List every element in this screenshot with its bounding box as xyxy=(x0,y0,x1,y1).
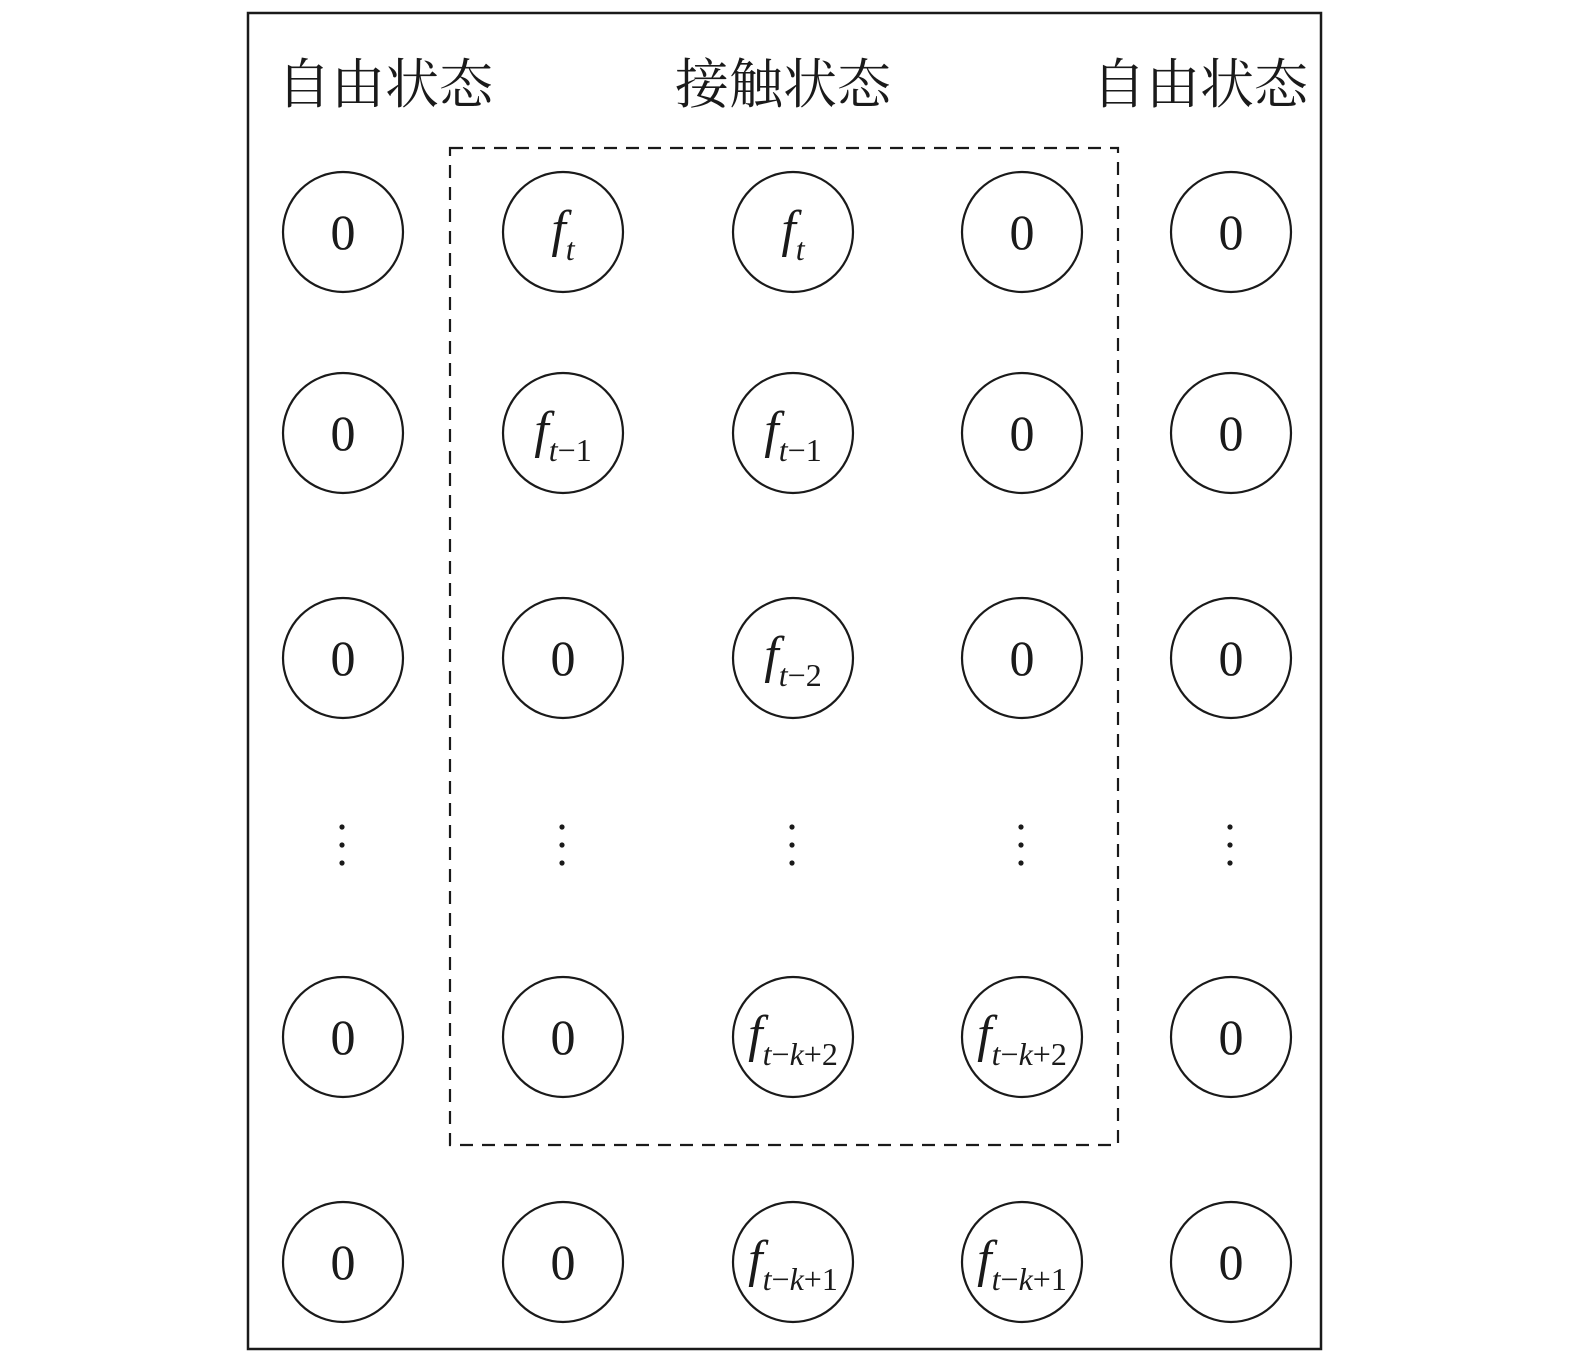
node-value: 0 xyxy=(330,1009,356,1065)
node-zero xyxy=(1171,1202,1291,1322)
vertical-ellipsis xyxy=(559,824,564,865)
node-force xyxy=(733,172,853,292)
node-force xyxy=(503,373,623,493)
node-zero xyxy=(283,172,403,292)
node-value: 0 xyxy=(330,204,356,260)
vertical-ellipsis xyxy=(1018,824,1023,865)
node-label: ft−k+2 xyxy=(748,1006,838,1072)
header-contact-state: 接触状态 xyxy=(675,53,891,116)
node-value: 0 xyxy=(330,630,356,686)
node-value: 0 xyxy=(330,405,356,461)
node-label: ft−k+1 xyxy=(977,1231,1067,1297)
node-force xyxy=(733,598,853,718)
node-force xyxy=(962,977,1082,1097)
node-value: 0 xyxy=(330,1234,356,1290)
node-grid xyxy=(283,172,1291,1322)
node-zero xyxy=(503,598,623,718)
node-label: ft−k+2 xyxy=(977,1006,1067,1072)
node-value: 0 xyxy=(1218,204,1244,260)
node-label: ft−1 xyxy=(534,402,592,468)
node-label: ft−2 xyxy=(764,627,822,693)
node-label: ft−k+1 xyxy=(748,1231,838,1297)
node-zero xyxy=(283,373,403,493)
node-zero xyxy=(1171,172,1291,292)
node-value: 0 xyxy=(1009,204,1035,260)
node-zero xyxy=(503,1202,623,1322)
node-zero xyxy=(1171,977,1291,1097)
node-value: 0 xyxy=(550,1234,576,1290)
node-value: 0 xyxy=(550,630,576,686)
header-free-state-left: 自由状态 xyxy=(277,53,493,116)
node-zero xyxy=(962,172,1082,292)
node-value: 0 xyxy=(1218,630,1244,686)
node-force xyxy=(503,172,623,292)
node-zero xyxy=(1171,598,1291,718)
vertical-ellipsis xyxy=(1227,824,1232,865)
node-value: 0 xyxy=(1009,630,1035,686)
node-label: ft−1 xyxy=(764,402,822,468)
header-free-state-right: 自由状态 xyxy=(1092,53,1308,116)
node-force xyxy=(733,977,853,1097)
node-zero xyxy=(1171,373,1291,493)
node-value: 0 xyxy=(1218,1234,1244,1290)
node-label: ft xyxy=(781,201,805,267)
node-zero xyxy=(962,598,1082,718)
node-value: 0 xyxy=(1009,405,1035,461)
node-zero xyxy=(283,598,403,718)
node-value: 0 xyxy=(1218,1009,1244,1065)
node-label: ft xyxy=(551,201,575,267)
node-zero xyxy=(283,1202,403,1322)
node-force xyxy=(733,373,853,493)
node-zero xyxy=(503,977,623,1097)
node-zero xyxy=(283,977,403,1097)
vertical-ellipsis xyxy=(339,824,344,865)
node-value: 0 xyxy=(550,1009,576,1065)
node-value: 0 xyxy=(1218,405,1244,461)
node-zero xyxy=(962,373,1082,493)
node-force xyxy=(733,1202,853,1322)
vertical-ellipsis xyxy=(789,824,794,865)
node-force xyxy=(962,1202,1082,1322)
